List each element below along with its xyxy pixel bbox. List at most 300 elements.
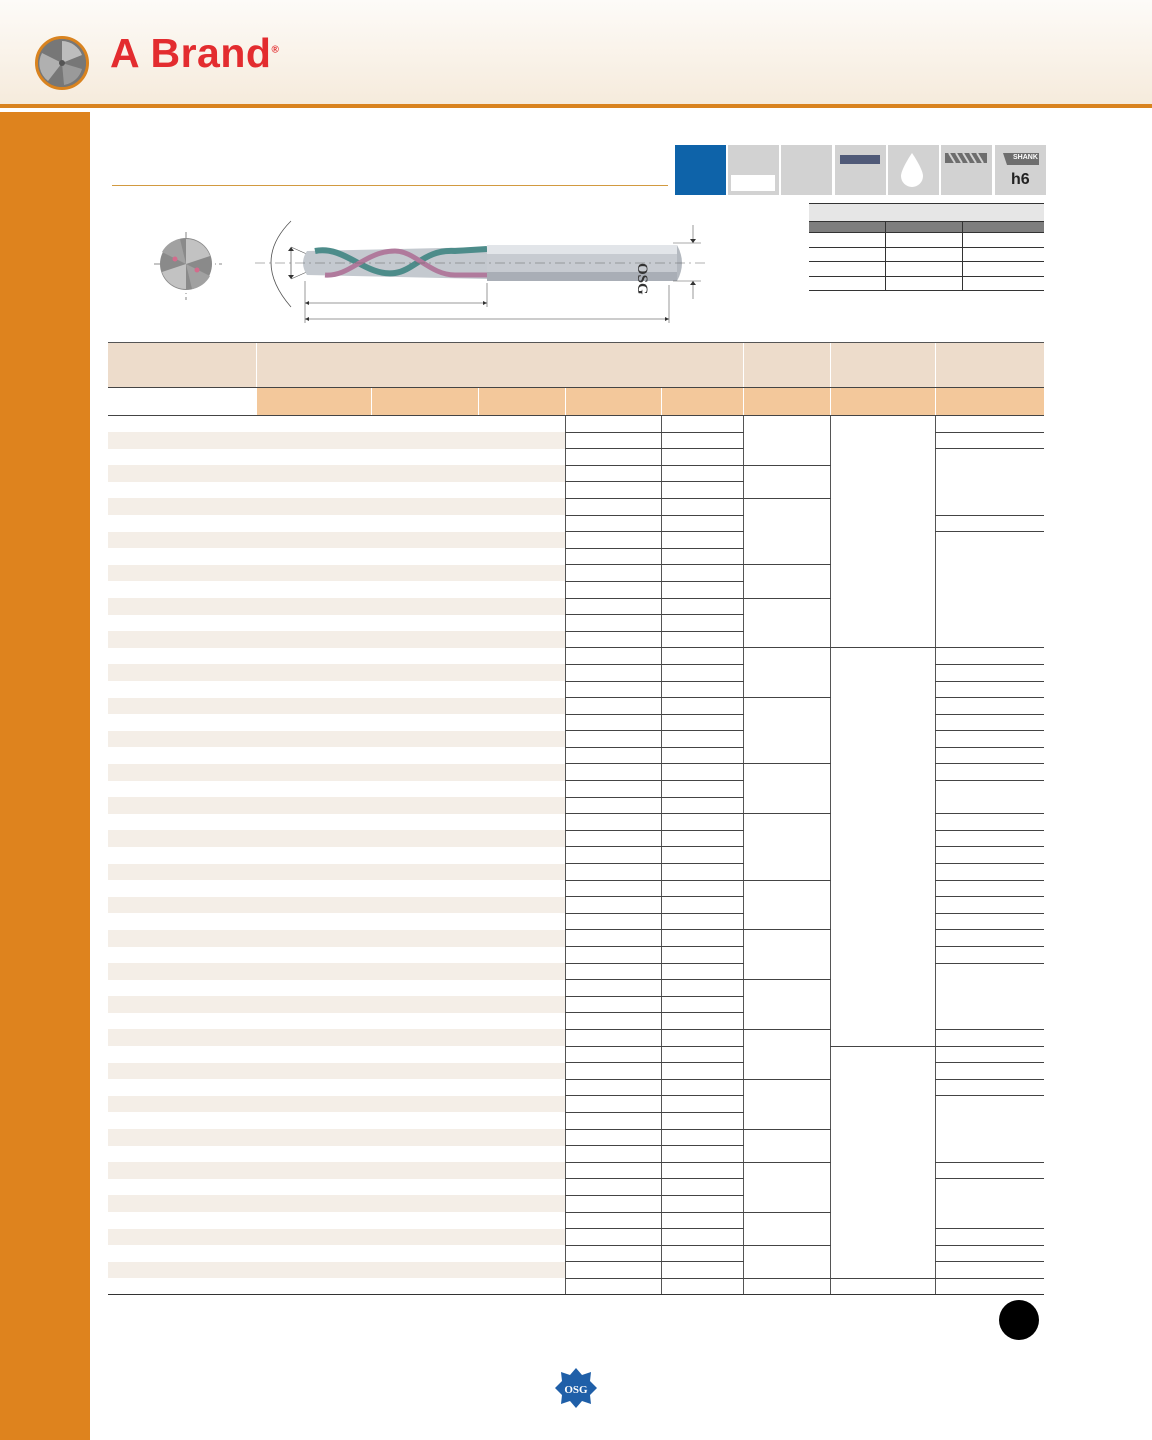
- table-cell: [661, 1029, 743, 1046]
- table-cell: [661, 615, 743, 632]
- table-cell: [565, 1278, 661, 1295]
- table-cell: [830, 781, 935, 798]
- table-cell: [256, 847, 371, 864]
- table-cell: [830, 1262, 935, 1279]
- table-row: [108, 913, 1044, 930]
- table-cell: [371, 1063, 478, 1080]
- table-cell: [743, 1212, 830, 1229]
- table-cell: [108, 1046, 256, 1063]
- brand-logo-icon: [35, 36, 89, 90]
- table-cell: [661, 897, 743, 914]
- table-cell: [661, 1129, 743, 1146]
- footer-logo-icon: [553, 1366, 599, 1410]
- col-header-b: [830, 343, 935, 388]
- table-cell: [661, 1262, 743, 1279]
- table-cell: [371, 631, 478, 648]
- table-cell: [478, 631, 565, 648]
- table-row: [108, 1179, 1044, 1196]
- table-cell: [743, 930, 830, 947]
- drill-side-view: [255, 215, 705, 327]
- table-cell: [256, 1046, 371, 1063]
- table-cell: [743, 1146, 830, 1163]
- table-cell: [256, 698, 371, 715]
- table-cell: [478, 565, 565, 582]
- table-cell: [743, 432, 830, 449]
- subheader-8: [935, 388, 1044, 416]
- table-cell: [743, 797, 830, 814]
- table-cell: [830, 830, 935, 847]
- table-cell: [565, 581, 661, 598]
- table-cell: [743, 880, 830, 897]
- table-cell: [830, 449, 935, 466]
- table-cell: [565, 482, 661, 499]
- table-cell: [256, 1212, 371, 1229]
- table-cell: [478, 1112, 565, 1129]
- table-cell: [830, 1129, 935, 1146]
- table-cell: [830, 615, 935, 632]
- table-cell: [478, 416, 565, 433]
- table-cell: [935, 963, 1044, 980]
- table-cell: [256, 864, 371, 881]
- table-cell: [371, 498, 478, 515]
- table-cell: [661, 797, 743, 814]
- table-cell: [565, 747, 661, 764]
- table-cell: [256, 416, 371, 433]
- table-cell: [743, 664, 830, 681]
- table-cell: [830, 747, 935, 764]
- table-cell: [371, 1146, 478, 1163]
- table-cell: [108, 781, 256, 798]
- table-cell: [935, 864, 1044, 881]
- table-cell: [108, 1229, 256, 1246]
- table-cell: [743, 747, 830, 764]
- table-row: [108, 1195, 1044, 1212]
- table-cell: [935, 1179, 1044, 1196]
- table-cell: [935, 581, 1044, 598]
- table-cell: [743, 897, 830, 914]
- table-cell: [478, 930, 565, 947]
- table-cell: [108, 1162, 256, 1179]
- table-cell: [371, 1046, 478, 1063]
- table-cell: [478, 814, 565, 831]
- table-cell: [256, 1262, 371, 1279]
- table-row: [108, 814, 1044, 831]
- table-cell: [935, 598, 1044, 615]
- table-cell: [256, 465, 371, 482]
- table-cell: [565, 1063, 661, 1080]
- table-cell: [661, 1146, 743, 1163]
- table-cell: [661, 880, 743, 897]
- table-cell: [371, 416, 478, 433]
- table-cell: [256, 1096, 371, 1113]
- table-cell: [743, 1029, 830, 1046]
- table-cell: [371, 731, 478, 748]
- table-cell: [743, 498, 830, 515]
- table-cell: [661, 1063, 743, 1080]
- table-cell: [108, 1262, 256, 1279]
- table-cell: [108, 1079, 256, 1096]
- subheader-3: [478, 388, 565, 416]
- table-cell: [565, 565, 661, 582]
- table-cell: [108, 532, 256, 549]
- table-cell: [371, 1245, 478, 1262]
- table-cell: [478, 1146, 565, 1163]
- table-cell: [108, 581, 256, 598]
- table-cell: [743, 1013, 830, 1030]
- table-cell: [565, 1262, 661, 1279]
- table-cell: [661, 1096, 743, 1113]
- table-cell: [830, 1029, 935, 1046]
- table-cell: [108, 664, 256, 681]
- table-cell: [565, 465, 661, 482]
- table-cell: [661, 565, 743, 582]
- table-row: [108, 714, 1044, 731]
- shank-tolerance: h6: [1011, 171, 1030, 188]
- table-row: [108, 1063, 1044, 1080]
- table-cell: [108, 747, 256, 764]
- table-cell: [371, 963, 478, 980]
- table-row: [108, 648, 1044, 665]
- table-cell: [478, 598, 565, 615]
- table-cell: [935, 1096, 1044, 1113]
- table-cell: [108, 996, 256, 1013]
- table-cell: [661, 648, 743, 665]
- table-cell: [371, 1013, 478, 1030]
- table-cell: [478, 830, 565, 847]
- table-cell: [830, 963, 935, 980]
- table-cell: [478, 797, 565, 814]
- table-cell: [935, 731, 1044, 748]
- table-cell: [565, 1179, 661, 1196]
- table-cell: [661, 416, 743, 433]
- table-cell: [830, 1146, 935, 1163]
- subheader-blank: [108, 388, 256, 416]
- table-cell: [371, 664, 478, 681]
- table-cell: [661, 1112, 743, 1129]
- table-cell: [371, 980, 478, 997]
- table-cell: [743, 416, 830, 433]
- table-row: [108, 830, 1044, 847]
- table-row: [108, 698, 1044, 715]
- table-row: [108, 532, 1044, 549]
- table-cell: [830, 980, 935, 997]
- table-cell: [565, 980, 661, 997]
- table-cell: [108, 648, 256, 665]
- table-cell: [565, 598, 661, 615]
- table-cell: [478, 1212, 565, 1229]
- table-cell: [565, 714, 661, 731]
- table-row: [108, 664, 1044, 681]
- table-cell: [743, 1063, 830, 1080]
- table-cell: [478, 465, 565, 482]
- table-row: [108, 1212, 1044, 1229]
- table-cell: [478, 714, 565, 731]
- table-cell: [743, 449, 830, 466]
- table-cell: [830, 1179, 935, 1196]
- table-cell: [743, 1096, 830, 1113]
- table-cell: [478, 432, 565, 449]
- table-cell: [108, 847, 256, 864]
- table-cell: [661, 980, 743, 997]
- table-cell: [478, 1029, 565, 1046]
- table-cell: [935, 764, 1044, 781]
- table-row: [108, 1229, 1044, 1246]
- table-cell: [935, 814, 1044, 831]
- col-header-c: [935, 343, 1044, 388]
- table-cell: [935, 930, 1044, 947]
- table-cell: [661, 1229, 743, 1246]
- table-cell: [661, 498, 743, 515]
- table-cell: [108, 963, 256, 980]
- table-cell: [256, 1179, 371, 1196]
- table-cell: [371, 1229, 478, 1246]
- table-cell: [743, 731, 830, 748]
- table-cell: [661, 947, 743, 964]
- table-cell: [478, 1046, 565, 1063]
- table-row: [108, 781, 1044, 798]
- brand-title: A Brand®: [110, 30, 280, 76]
- table-cell: [830, 1278, 935, 1295]
- table-cell: [371, 515, 478, 532]
- table-cell: [743, 1229, 830, 1246]
- table-cell: [935, 416, 1044, 433]
- table-cell: [108, 930, 256, 947]
- table-cell: [935, 648, 1044, 665]
- table-cell: [830, 880, 935, 897]
- table-cell: [108, 1212, 256, 1229]
- table-cell: [256, 515, 371, 532]
- table-cell: [478, 515, 565, 532]
- table-row: [108, 731, 1044, 748]
- table-cell: [565, 1195, 661, 1212]
- title-divider: [112, 185, 668, 186]
- table-row: [108, 432, 1044, 449]
- table-cell: [661, 913, 743, 930]
- table-cell: [256, 548, 371, 565]
- table-row: [108, 1096, 1044, 1113]
- table-cell: [830, 465, 935, 482]
- table-cell: [371, 1029, 478, 1046]
- table-cell: [371, 1262, 478, 1279]
- table-cell: [371, 1129, 478, 1146]
- table-row: [108, 581, 1044, 598]
- table-row: [108, 1262, 1044, 1279]
- table-cell: [478, 1013, 565, 1030]
- table-cell: [935, 565, 1044, 582]
- table-row: [108, 1013, 1044, 1030]
- table-row: [108, 482, 1044, 499]
- table-cell: [743, 781, 830, 798]
- table-cell: [661, 1079, 743, 1096]
- table-cell: [478, 963, 565, 980]
- table-cell: [743, 980, 830, 997]
- table-cell: [935, 714, 1044, 731]
- table-cell: [478, 1179, 565, 1196]
- table-row: [108, 615, 1044, 632]
- table-cell: [743, 465, 830, 482]
- table-cell: [565, 1046, 661, 1063]
- table-cell: [743, 1278, 830, 1295]
- spec-table: [809, 203, 1044, 291]
- table-cell: [371, 1195, 478, 1212]
- table-cell: [108, 830, 256, 847]
- table-cell: [371, 1278, 478, 1295]
- table-cell: [661, 598, 743, 615]
- table-cell: [743, 1179, 830, 1196]
- table-cell: [256, 1245, 371, 1262]
- table-cell: [935, 1229, 1044, 1246]
- table-cell: [108, 1146, 256, 1163]
- table-cell: [108, 1245, 256, 1262]
- table-cell: [478, 1079, 565, 1096]
- table-cell: [478, 880, 565, 897]
- table-cell: [478, 1162, 565, 1179]
- table-row: [108, 864, 1044, 881]
- table-cell: [256, 996, 371, 1013]
- table-cell: [661, 930, 743, 947]
- table-cell: [661, 847, 743, 864]
- coating-tile-icon: [728, 145, 779, 195]
- table-cell: [108, 1112, 256, 1129]
- table-cell: [935, 1112, 1044, 1129]
- table-cell: [108, 1278, 256, 1295]
- table-cell: [565, 1029, 661, 1046]
- table-row: [108, 996, 1044, 1013]
- table-cell: [256, 1112, 371, 1129]
- table-cell: [935, 482, 1044, 499]
- table-row: [108, 498, 1044, 515]
- table-cell: [478, 747, 565, 764]
- subheader-1: [256, 388, 371, 416]
- table-cell: [830, 1096, 935, 1113]
- table-cell: [935, 432, 1044, 449]
- table-cell: [830, 1195, 935, 1212]
- table-cell: [565, 532, 661, 549]
- table-cell: [661, 814, 743, 831]
- table-cell: [935, 1278, 1044, 1295]
- table-cell: [743, 532, 830, 549]
- table-cell: [565, 814, 661, 831]
- table-cell: [371, 930, 478, 947]
- table-cell: [108, 548, 256, 565]
- table-cell: [565, 781, 661, 798]
- table-cell: [743, 1262, 830, 1279]
- table-cell: [935, 515, 1044, 532]
- table-cell: [743, 698, 830, 715]
- table-cell: [830, 681, 935, 698]
- table-cell: [830, 913, 935, 930]
- table-cell: [256, 598, 371, 615]
- table-cell: [935, 1162, 1044, 1179]
- table-row: [108, 880, 1044, 897]
- table-row: [108, 416, 1044, 433]
- table-cell: [478, 897, 565, 914]
- table-cell: [371, 648, 478, 665]
- table-cell: [743, 847, 830, 864]
- subheader-4: [565, 388, 661, 416]
- table-cell: [830, 515, 935, 532]
- table-cell: [256, 1013, 371, 1030]
- table-cell: [256, 1162, 371, 1179]
- table-cell: [830, 930, 935, 947]
- table-cell: [935, 465, 1044, 482]
- table-cell: [256, 814, 371, 831]
- table-cell: [256, 1229, 371, 1246]
- table-cell: [661, 631, 743, 648]
- table-cell: [830, 1046, 935, 1063]
- table-cell: [830, 1212, 935, 1229]
- table-cell: [565, 515, 661, 532]
- table-cell: [743, 615, 830, 632]
- table-cell: [743, 482, 830, 499]
- table-cell: [478, 1129, 565, 1146]
- table-row: [108, 681, 1044, 698]
- table-cell: [108, 714, 256, 731]
- table-cell: [830, 482, 935, 499]
- table-cell: [661, 1046, 743, 1063]
- table-cell: [478, 681, 565, 698]
- table-cell: [565, 1162, 661, 1179]
- col-header-item: [108, 343, 256, 388]
- table-cell: [108, 1029, 256, 1046]
- table-cell: [661, 714, 743, 731]
- table-cell: [256, 897, 371, 914]
- table-row: [108, 465, 1044, 482]
- shank-label: SHANK: [1013, 154, 1038, 161]
- table-cell: [108, 1013, 256, 1030]
- table-cell: [371, 1079, 478, 1096]
- table-cell: [256, 1079, 371, 1096]
- table-cell: [371, 830, 478, 847]
- table-cell: [935, 847, 1044, 864]
- table-cell: [935, 747, 1044, 764]
- table-cell: [661, 698, 743, 715]
- table-cell: [935, 1146, 1044, 1163]
- table-cell: [478, 532, 565, 549]
- table-cell: [256, 648, 371, 665]
- table-cell: [661, 996, 743, 1013]
- table-cell: [108, 880, 256, 897]
- table-cell: [935, 681, 1044, 698]
- table-cell: [256, 913, 371, 930]
- subheader-7: [830, 388, 935, 416]
- table-cell: [935, 1129, 1044, 1146]
- table-cell: [371, 781, 478, 798]
- table-cell: [565, 1096, 661, 1113]
- table-cell: [565, 681, 661, 698]
- table-cell: [371, 847, 478, 864]
- table-cell: [371, 565, 478, 582]
- table-cell: [661, 764, 743, 781]
- table-cell: [661, 1245, 743, 1262]
- table-cell: [371, 714, 478, 731]
- category-tile-icon: [675, 145, 726, 195]
- table-cell: [478, 913, 565, 930]
- table-cell: [743, 1046, 830, 1063]
- table-cell: [371, 548, 478, 565]
- table-row: [108, 1046, 1044, 1063]
- table-cell: [371, 747, 478, 764]
- table-cell: [478, 449, 565, 466]
- table-cell: [108, 1129, 256, 1146]
- table-cell: [256, 947, 371, 964]
- table-cell: [371, 449, 478, 466]
- table-cell: [935, 1195, 1044, 1212]
- table-cell: [478, 664, 565, 681]
- table-cell: [256, 714, 371, 731]
- table-cell: [371, 996, 478, 1013]
- table-cell: [935, 797, 1044, 814]
